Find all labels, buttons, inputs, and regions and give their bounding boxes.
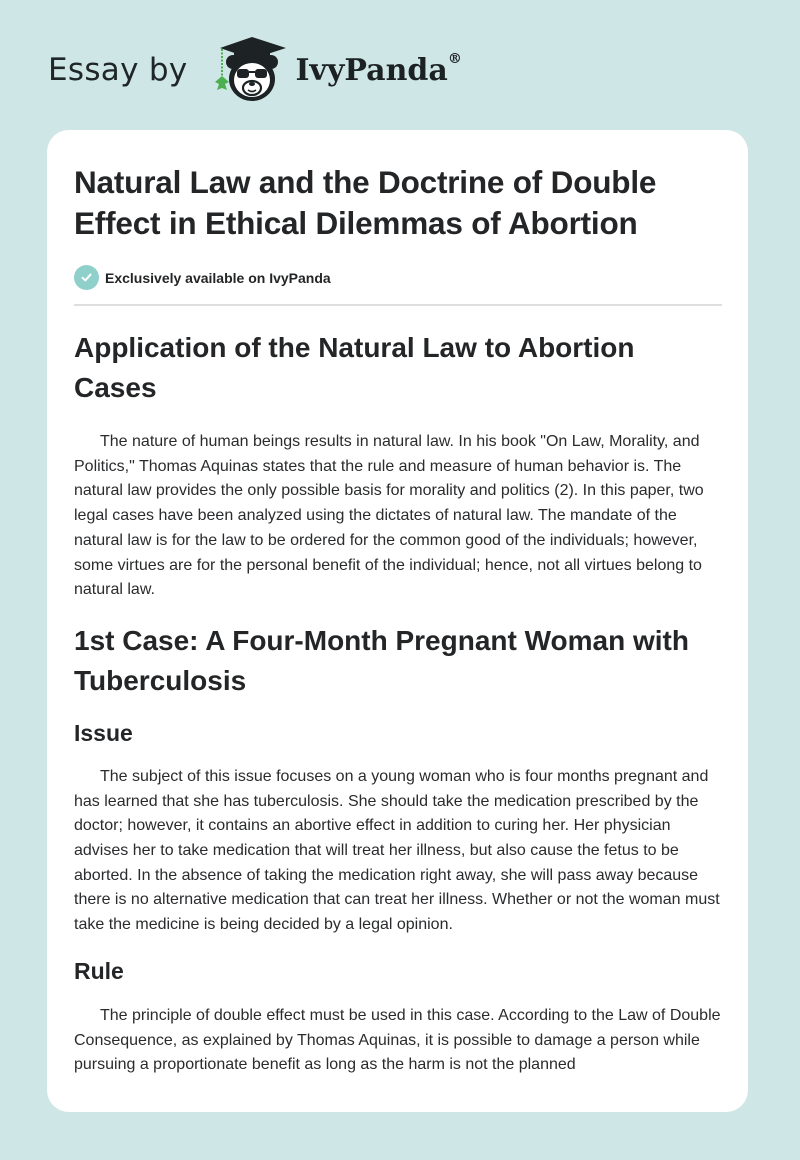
registered-mark: ® <box>447 50 462 67</box>
essay-card <box>47 130 748 1112</box>
section-heading-application: Application of the Natural Law to Abortion Cases <box>74 332 635 403</box>
section-heading-first-case: 1st Case: A Four-Month Pregnant Woman with Tuberculosis <box>74 624 689 696</box>
panda-graduation-cap-logo-icon[interactable] <box>206 34 292 106</box>
exclusive-label: Exclusively available on IvyPanda <box>105 269 331 286</box>
paragraph-rule: The principle of double effect must be used in this case. According to the Law of Double Consequence, as explained by Thomas Aquinas, it is possible to damage a person while pursuing a proportionate benefit as long as the harm is not the planned <box>74 1006 721 1074</box>
subheading-rule: Rule <box>74 957 124 984</box>
essay-title: Natural Law and the Doctrine of Double Effect in Ethical Dilemmas of Abortion <box>74 164 657 241</box>
essay-by-label: Essay by <box>48 52 188 88</box>
paragraph-issue: The subject of this issue focuses on a young woman who is four months pregnant and has learned that she has tuberculosis. She should take the medication prescribed by the doctor; however, it contains an abortive effect in addition to curing her. Her physician advises her to take medication that will treat her illness, but also cause the fetus to be aborted. In the absence of taking the medication right away, she will pass away because there is no alternative medication that can treat her illness. Whether or not the woman must take the medicine is being decided by a legal opinion. <box>74 767 720 934</box>
site-header <box>48 34 462 106</box>
brand-name[interactable]: IvyPanda® <box>295 50 462 88</box>
exclusive-badge <box>74 265 722 290</box>
subheading-issue: Issue <box>74 719 133 746</box>
divider <box>74 304 722 306</box>
check-circle-icon <box>74 265 99 290</box>
paragraph-application: The nature of human beings results in natural law. In his book "On Law, Morality, and Politics," Thomas Aquinas states that the rule and measure of human behavior is. The natural law provides the only possible basis for morality and politics (2). In this paper, two legal cases have been analyzed using the dictates of natural law. The mandate of the natural law is for the law to be ordered for the common good of the individuals; however, some virtues are for the personal benefit of the individual; hence, not all virtues belong to natural law. <box>74 433 704 599</box>
